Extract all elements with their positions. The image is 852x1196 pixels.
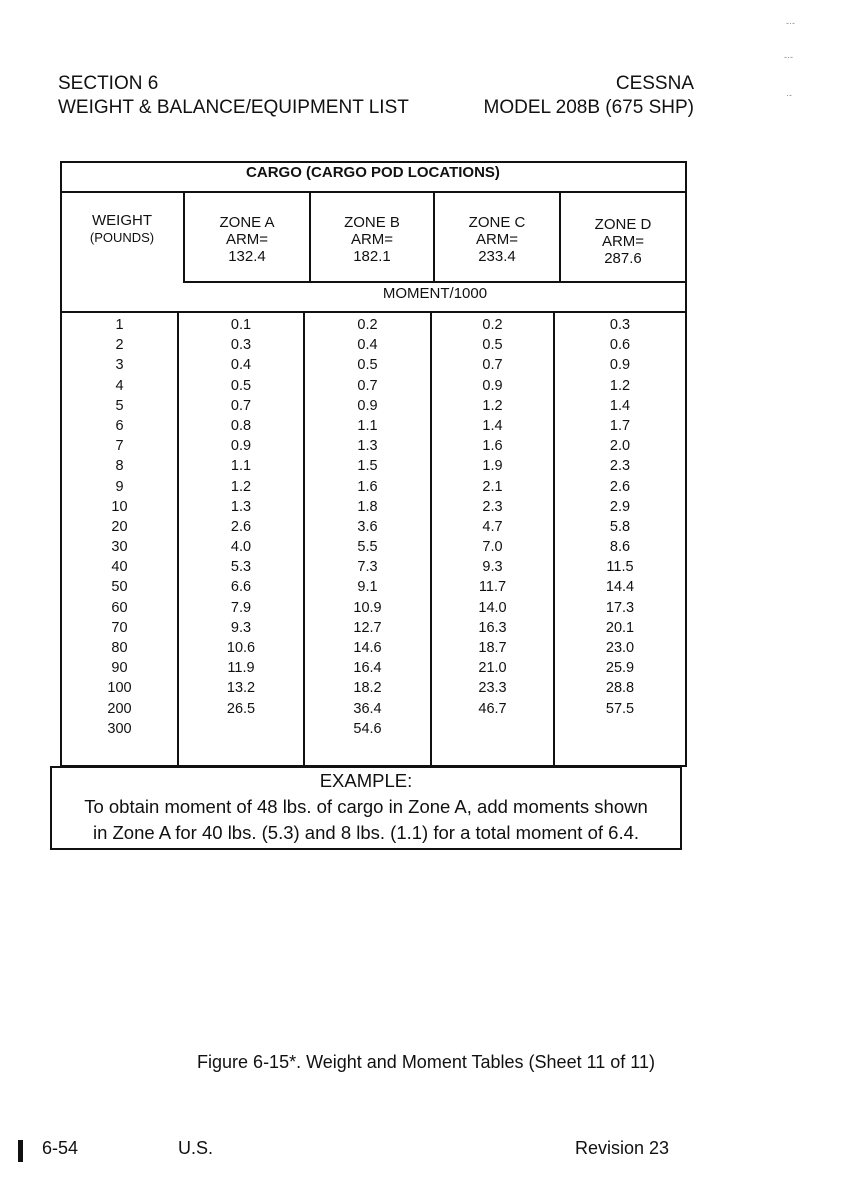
zone-b-cell: 1.3 <box>357 438 378 455</box>
zone-a-cell: 26.5 <box>226 700 256 717</box>
zone-c-cell: 21.0 <box>478 660 507 677</box>
model-label: MODEL 208B (675 SHP) <box>483 97 694 118</box>
zone-a-cell: 0.5 <box>230 377 252 394</box>
zone-b-cell: 18.2 <box>353 680 382 697</box>
zone-b-cell: 5.5 <box>357 539 378 556</box>
zone-b-cell: 54.6 <box>353 720 382 737</box>
zone-c-cell: 1.9 <box>482 458 503 475</box>
zone-b-cell: 14.6 <box>353 640 382 656</box>
zone-a-cell: 0.7 <box>230 397 252 414</box>
zone-b-cell: 10.9 <box>353 599 382 616</box>
zone-c-cell: 0.9 <box>482 377 503 394</box>
zone-d-cell: 5.8 <box>609 518 631 535</box>
weight-cell: 1 <box>115 317 124 333</box>
zone-b-cell: 0.9 <box>357 397 378 414</box>
zone-b-cell: 9.1 <box>357 579 378 596</box>
zone-a-cell: 10.6 <box>226 640 256 656</box>
zone-c-cell: 11.7 <box>478 579 507 596</box>
zone-d-cell: 57.5 <box>605 700 635 717</box>
zone-b-cell: 0.7 <box>357 377 378 394</box>
zone-b-arm-label: ARM= <box>350 231 394 248</box>
example-line-1: To obtain moment of 48 lbs. of cargo in Zone A, add moments shown <box>84 796 648 817</box>
zone-a-cell: 11.9 <box>227 660 255 677</box>
weight-cell: 90 <box>111 660 128 677</box>
zone-a-header <box>185 214 309 265</box>
weight-column <box>62 315 177 739</box>
arm-divider <box>183 281 687 283</box>
zone-c-arm-label: ARM= <box>475 231 519 248</box>
zone-c-cell: 2.1 <box>482 478 503 495</box>
zone-a-cell: 2.6 <box>230 518 252 535</box>
revision-label: Revision 23 <box>575 1138 670 1158</box>
zone-d-column <box>555 315 685 719</box>
zone-c-cell: 18.7 <box>478 640 507 656</box>
weight-cell: 300 <box>107 720 132 737</box>
zone-d-cell: 20.1 <box>605 619 635 636</box>
weight-cell: 20 <box>111 518 128 535</box>
zone-b-cell: 16.4 <box>353 660 382 677</box>
zone-c-arm-value: 233.4 <box>478 248 516 265</box>
weight-header <box>62 212 182 246</box>
zone-c-cell: 4.7 <box>482 518 503 535</box>
revision-bar <box>18 1140 23 1162</box>
zone-a-cell: 1.1 <box>230 458 252 475</box>
zone-d-cell: 11.5 <box>606 559 634 576</box>
zone-b-cell: 0.4 <box>357 337 378 354</box>
zone-c-cell: 1.6 <box>482 438 503 455</box>
section-label: SECTION 6 <box>58 73 159 94</box>
zone-d-cell: 25.9 <box>605 660 635 677</box>
zone-a-cell: 1.3 <box>230 498 252 515</box>
zone-d-cell: 2.6 <box>609 478 631 495</box>
weight-cell: 3 <box>115 357 124 374</box>
zone-c-name: ZONE C <box>468 214 526 231</box>
example-heading: EXAMPLE: <box>319 770 413 791</box>
zone-a-cell: 9.3 <box>230 619 252 636</box>
zone-b-name: ZONE B <box>344 214 400 231</box>
zone-c-cell: 1.2 <box>482 397 503 414</box>
zone-b-arm-value: 182.1 <box>353 248 391 265</box>
zone-b-cell: 36.4 <box>353 700 382 717</box>
zone-b-cell: 1.1 <box>357 417 378 434</box>
subsection-label: WEIGHT & BALANCE/EQUIPMENT LIST <box>58 97 409 118</box>
zone-a-arm-label: ARM= <box>225 231 269 248</box>
zone-a-cell: 5.3 <box>230 559 252 576</box>
zone-d-cell: 28.8 <box>605 680 635 697</box>
zone-c-cell: 0.2 <box>482 317 503 333</box>
weight-cell: 10 <box>111 498 128 515</box>
weight-cell: 7 <box>115 438 124 455</box>
weight-cell: 8 <box>115 458 124 475</box>
zone-c-cell: 2.3 <box>482 498 503 515</box>
zone-d-cell: 2.0 <box>609 438 631 455</box>
zone-a-arm-value: 132.4 <box>228 248 266 265</box>
table-title: CARGO (CARGO POD LOCATIONS) <box>246 164 500 181</box>
moment-divider <box>60 311 687 313</box>
zone-a-cell: 13.2 <box>226 680 256 697</box>
title-divider <box>60 191 687 193</box>
zone-b-header <box>311 214 433 265</box>
weight-cell: 2 <box>115 337 124 354</box>
weight-label: WEIGHT <box>92 212 152 229</box>
zone-d-cell: 1.2 <box>609 377 631 394</box>
page-number: 6-54 <box>42 1138 79 1158</box>
zone-a-cell: 0.3 <box>230 337 252 354</box>
weight-cell: 6 <box>115 417 124 434</box>
zone-b-column <box>305 315 430 739</box>
zone-b-cell: 3.6 <box>357 518 378 535</box>
weight-cell: 5 <box>115 397 124 414</box>
zone-d-arm-label: ARM= <box>601 233 645 250</box>
zone-c-cell: 14.0 <box>478 599 507 616</box>
scan-speck: -·- <box>786 18 795 28</box>
zone-b-cell: 0.2 <box>357 317 378 333</box>
example-line-2: in Zone A for 40 lbs. (5.3) and 8 lbs. (1.1) for a total moment of 6.4. <box>92 822 640 843</box>
zone-a-cell: 0.8 <box>230 417 252 434</box>
weight-cell: 60 <box>111 599 128 616</box>
zone-c-column <box>432 315 553 719</box>
zone-d-cell: 0.9 <box>609 357 631 374</box>
weight-cell: 40 <box>111 559 128 576</box>
zone-b-cell: 7.3 <box>357 559 378 576</box>
region-label: U.S. <box>178 1138 214 1158</box>
zone-d-cell: 0.3 <box>609 317 631 333</box>
zone-c-cell: 7.0 <box>482 539 503 556</box>
zone-a-cell: 1.2 <box>230 478 252 495</box>
zone-d-cell: 1.7 <box>609 417 631 434</box>
weight-cell: 100 <box>107 680 132 697</box>
zone-a-cell: 6.6 <box>230 579 252 596</box>
zone-c-cell: 9.3 <box>482 559 503 576</box>
zone-b-cell: 12.7 <box>353 619 382 636</box>
zone-d-cell: 2.3 <box>609 458 631 475</box>
zone-a-column <box>179 315 303 719</box>
weight-cell: 80 <box>111 640 128 656</box>
zone-c-cell: 0.7 <box>482 357 503 374</box>
zone-d-cell: 1.4 <box>609 397 631 414</box>
zone-b-cell: 1.8 <box>357 498 378 515</box>
weight-cell: 200 <box>107 700 132 717</box>
zone-a-cell: 4.0 <box>230 539 252 556</box>
weight-cell: 4 <box>115 377 124 394</box>
zone-c-header <box>435 214 559 265</box>
zone-d-cell: 0.6 <box>609 337 631 354</box>
weight-cell: 9 <box>115 478 124 495</box>
zone-c-cell: 16.3 <box>478 619 507 636</box>
zone-a-name: ZONE A <box>219 214 275 231</box>
scan-speck: -·- <box>784 52 793 62</box>
page-header-right <box>484 72 695 120</box>
zone-b-cell: 1.6 <box>357 478 378 495</box>
moment-label: MOMENT/1000 <box>382 285 488 302</box>
zone-d-name: ZONE D <box>594 216 652 233</box>
zone-d-cell: 17.3 <box>605 599 635 616</box>
zone-a-cell: 7.9 <box>230 599 252 616</box>
zone-d-cell: 14.4 <box>605 579 635 596</box>
zone-c-cell: 1.4 <box>482 417 503 434</box>
zone-d-arm-value: 287.6 <box>604 250 642 267</box>
zone-d-header <box>561 216 685 267</box>
weight-unit: (POUNDS) <box>89 230 155 245</box>
zone-c-cell: 46.7 <box>478 700 507 717</box>
zone-b-cell: 0.5 <box>357 357 378 374</box>
zone-a-cell: 0.4 <box>230 357 252 374</box>
figure-caption: Figure 6-15*. Weight and Moment Tables (Sheet 11 of 11) <box>197 1052 655 1072</box>
zone-b-cell: 1.5 <box>357 458 378 475</box>
zone-c-cell: 0.5 <box>482 337 503 354</box>
zone-d-cell: 23.0 <box>605 640 635 656</box>
zone-a-cell: 0.1 <box>230 317 252 333</box>
make-label: CESSNA <box>615 73 694 94</box>
page-header-left <box>58 72 409 120</box>
zone-a-cell: 0.9 <box>230 438 252 455</box>
scan-speck: ·- <box>786 90 792 100</box>
weight-cell: 30 <box>111 539 128 556</box>
zone-c-cell: 23.3 <box>478 680 507 697</box>
zone-d-cell: 8.6 <box>609 539 631 556</box>
weight-cell: 70 <box>111 619 128 636</box>
weight-cell: 50 <box>111 579 128 596</box>
example-text <box>52 768 680 846</box>
zone-d-cell: 2.9 <box>609 498 631 515</box>
